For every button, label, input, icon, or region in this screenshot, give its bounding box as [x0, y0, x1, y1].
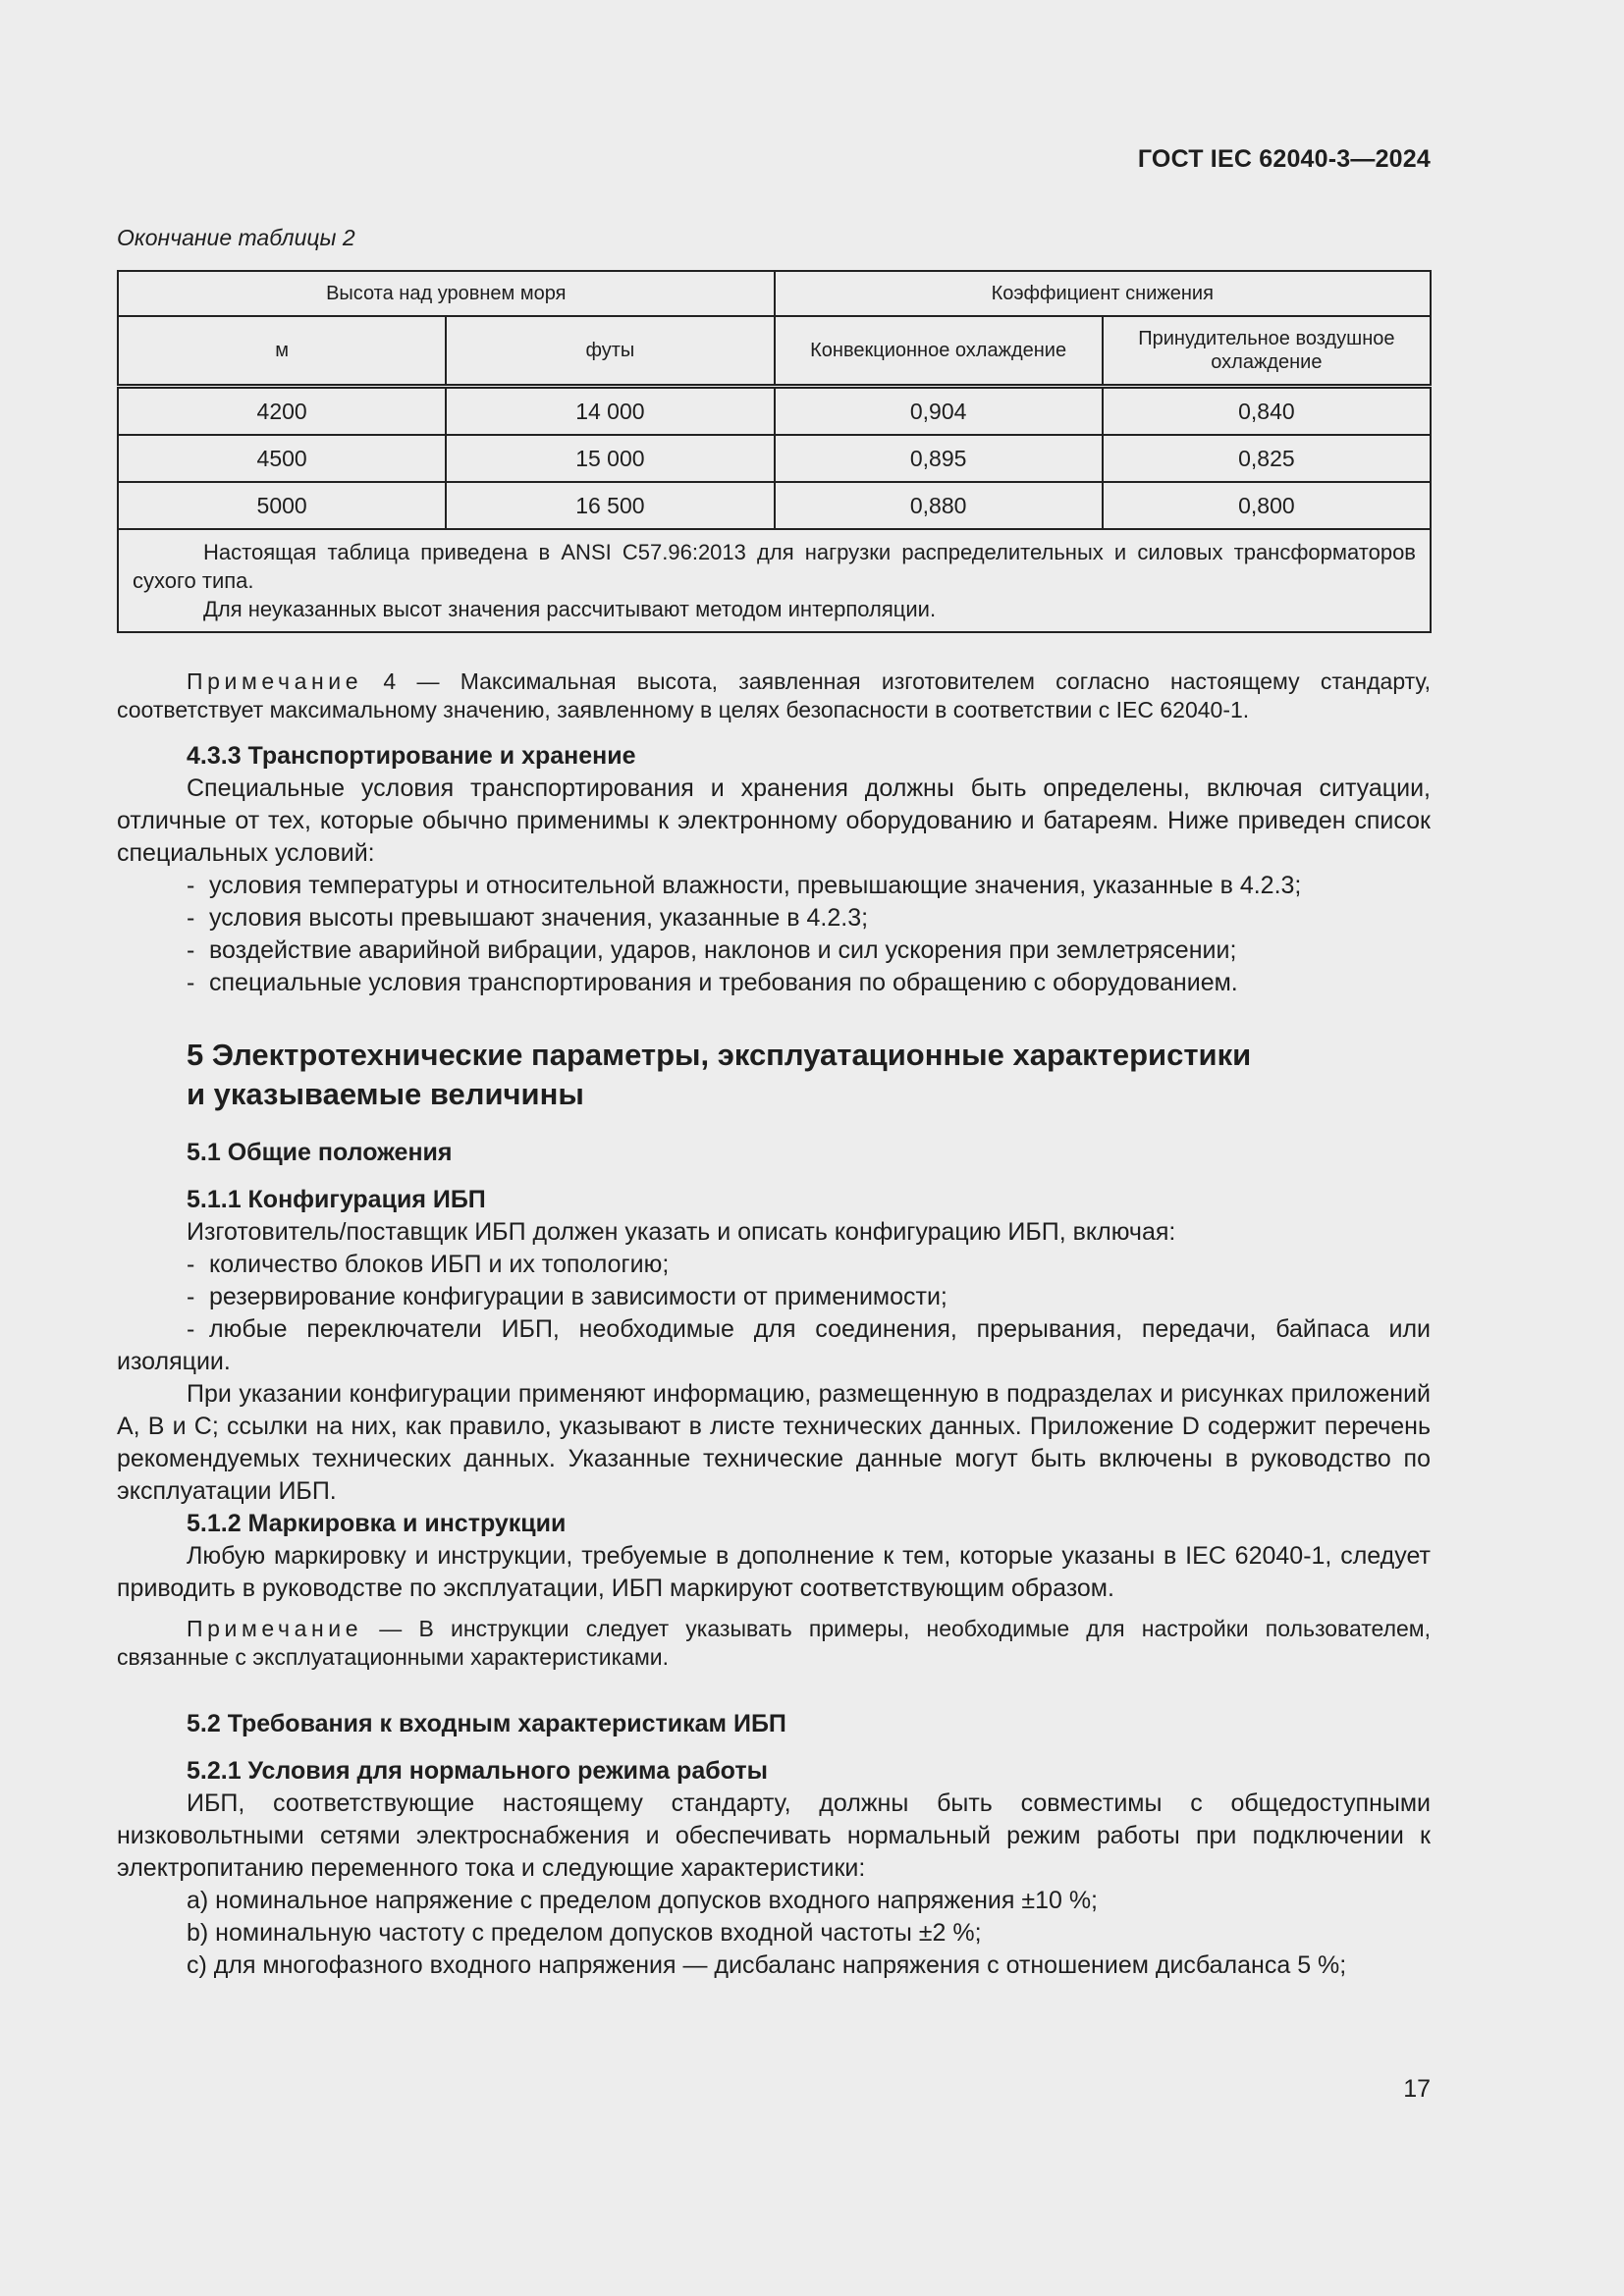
table-cell: 0,904	[775, 387, 1103, 436]
header-altitude: Высота над уровнем моря	[118, 271, 775, 316]
document-code: ГОСТ IEC 62040-3—2024	[1137, 145, 1431, 173]
table-cell: 15 000	[446, 435, 774, 482]
table-row	[118, 435, 1431, 482]
list-item: b) номинальную частоту с пределом допусков входной частоты ±2 %;	[187, 1919, 982, 1947]
section-5-1-1-paragraph: При указании конфигурации применяют информацию, размещенную в подразделах и рисунках приложений А, В и С; ссылки на них, как правило, указывают в листе технических данных. Приложение D содержит перечень рекомендуемых технических данных. Указанные технические данные могут быть включены в руководство по эксплуатации ИБП.	[117, 1380, 1431, 1505]
page-number: 17	[1403, 2075, 1431, 2103]
list-item: - резервирование конфигурации в зависимости от применимости;	[187, 1283, 947, 1310]
altitude-derating-table	[117, 270, 1432, 633]
table-row	[118, 387, 1431, 436]
table-row	[118, 482, 1431, 529]
table-cell: 0,825	[1103, 435, 1431, 482]
table-cell: 14 000	[446, 387, 774, 436]
note-5-1-2	[117, 1615, 1431, 1672]
table-cell: 0,840	[1103, 387, 1431, 436]
section-4-3-3-paragraph: Специальные условия транспортирования и хранения должны быть определены, включая ситуации, отличные от тех, которые обычно применимы к электронному оборудованию и батареям. Ниже приведен список специальных условий:	[117, 774, 1431, 867]
note-text: — В инструкции следует указывать примеры, необходимые для настройки пользователем, связанные с эксплуатационными характеристиками.	[117, 1616, 1431, 1670]
table-cell: 4200	[118, 387, 446, 436]
note-label: Примечание	[187, 1616, 363, 1641]
section-5-1-2-heading: 5.1.2 Маркировка и инструкции	[187, 1510, 567, 1537]
list-item: - количество блоков ИБП и их топологию;	[187, 1251, 670, 1278]
table-notes	[118, 529, 1431, 632]
section-5-1-heading: 5.1 Общие положения	[187, 1139, 453, 1166]
list-item: - условия температуры и относительной влажности, превышающие значения, указанные в 4.2.3;	[187, 872, 1302, 899]
table-cell: 16 500	[446, 482, 774, 529]
table-cell: 0,895	[775, 435, 1103, 482]
header-derating-factor: Коэффициент снижения	[775, 271, 1432, 316]
header-convection-cooling: Конвекционное охлаждение	[775, 316, 1103, 387]
header-meters: м	[118, 316, 446, 387]
section-4-3-3-heading: 4.3.3 Транспортирование и хранение	[187, 742, 636, 770]
section-5-1-1-heading: 5.1.1 Конфигурация ИБП	[187, 1186, 486, 1213]
table-cell: 0,880	[775, 482, 1103, 529]
section-5-1-2-paragraph: Любую маркировку и инструкции, требуемые в дополнение к тем, которые указаны в IEC 62040-1, следует приводить в руководстве по эксплуатации, ИБП маркируют соответствующим образом.	[117, 1542, 1431, 1602]
header-forced-air-cooling: Принудительное воздушное охлаждение	[1103, 316, 1431, 387]
list-item: - специальные условия транспортирования и требования по обращению с оборудованием.	[187, 969, 1238, 996]
document-body	[117, 667, 1431, 1982]
table-note-interpolation: Для неуказанных высот значения рассчитывают методом интерполяции.	[203, 597, 937, 621]
table-cell: 5000	[118, 482, 446, 529]
section-5-2-1-heading: 5.2.1 Условия для нормального режима работы	[187, 1757, 768, 1785]
note-label: Примечание	[187, 668, 363, 694]
list-item: - условия высоты превышают значения, указанные в 4.2.3;	[187, 904, 869, 932]
table-note-source: Настоящая таблица приведена в ANSI C57.96:2013 для нагрузки распределительных и силовых трансформаторов сухого типа.	[133, 540, 1416, 593]
note-4	[117, 667, 1431, 724]
section-5-1-1-intro: Изготовитель/поставщик ИБП должен указать и описать конфигурацию ИБП, включая:	[187, 1218, 1176, 1246]
note-text: 4 — Максимальная высота, заявленная изготовителем согласно настоящему стандарту, соответствует максимальному значению, заявленному в целях безопасности в соответствии с IEC 62040-1.	[117, 668, 1431, 722]
list-item: a) номинальное напряжение с пределом допусков входного напряжения ±10 %;	[187, 1887, 1098, 1914]
list-item: - любые переключатели ИБП, необходимые для соединения, прерывания, передачи, байпаса или изоляции.	[117, 1315, 1431, 1375]
table-cell: 4500	[118, 435, 446, 482]
section-5-2-heading: 5.2 Требования к входным характеристикам ИБП	[187, 1710, 786, 1737]
list-item: - воздействие аварийной вибрации, ударов, наклонов и сил ускорения при землетрясении;	[187, 936, 1237, 964]
section-5-2-1-paragraph: ИБП, соответствующие настоящему стандарту, должны быть совместимы с общедоступными низковольтными сетями электроснабжения и обеспечивать нормальный режим работы при подключении к электропитанию переменного тока и следующие характеристики:	[117, 1789, 1431, 1882]
section-5-heading: 5 Электротехнические параметры, эксплуатационные характеристики и указываемые величины	[187, 1038, 1252, 1111]
header-feet: футы	[446, 316, 774, 387]
table-cell: 0,800	[1103, 482, 1431, 529]
table-caption: Окончание таблицы 2	[117, 225, 355, 250]
list-item: c) для многофазного входного напряжения — дисбаланс напряжения с отношением дисбаланса 5 %;	[187, 1951, 1347, 1979]
